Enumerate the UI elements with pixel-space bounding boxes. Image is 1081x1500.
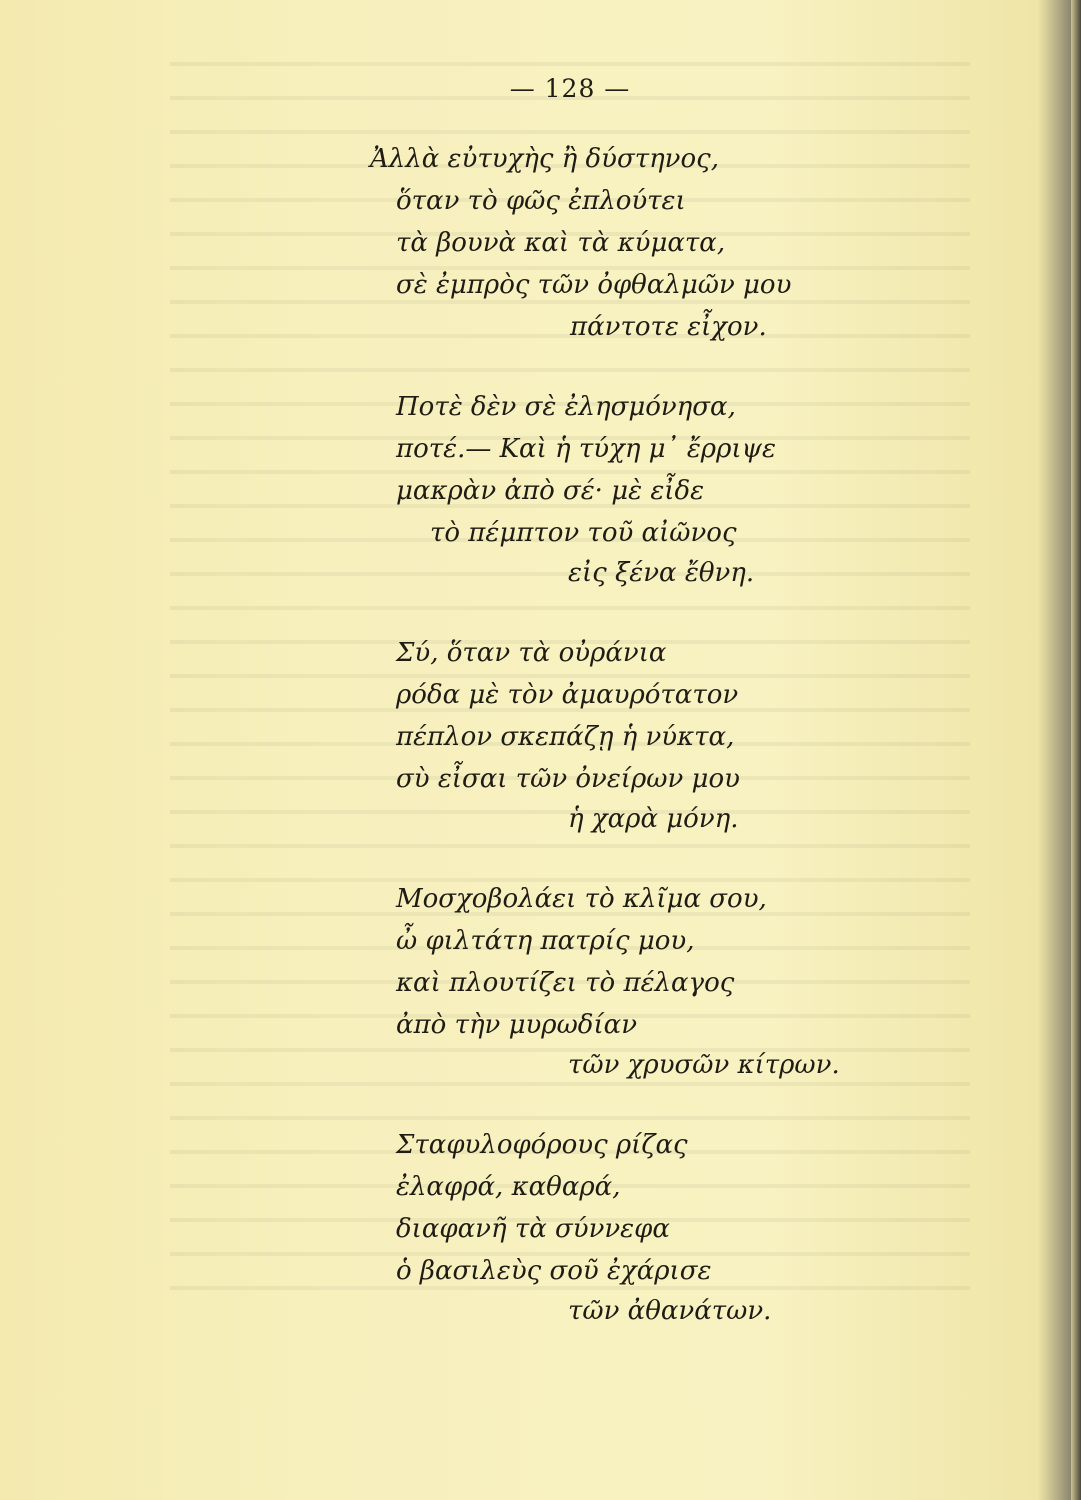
poem-line: σὲ ἐμπρὸς τῶν ὀφθαλμῶν μου — [396, 270, 792, 300]
poem-line: Σύ, ὅταν τὰ οὐράνια — [396, 638, 667, 668]
poem-line: ὦ φιλτάτη πατρίς μου, — [396, 926, 695, 956]
poem-line: ρόδα μὲ τὸν ἀμαυρότατον — [396, 680, 739, 710]
poem-line: ὅταν τὸ φῶς ἐπλούτει — [396, 186, 686, 216]
poem-line: τῶν χρυσῶν κίτρων. — [568, 1050, 840, 1080]
page-edge-shadow — [1071, 0, 1081, 1500]
poem-line: ποτέ.— Καὶ ἡ τύχη μ᾽ ἔρριψε — [396, 434, 776, 464]
poem-line: διαφανῆ τὰ σύννεφα — [396, 1214, 670, 1244]
poem-line: εἰς ξένα ἔθνη. — [568, 558, 755, 588]
poem-line: ὁ βασιλεὺς σοῦ ἐχάρισε — [396, 1256, 712, 1286]
poem-line: Ἀλλὰ εὐτυχὴς ἢ δύστηνος, — [370, 144, 719, 174]
poem-line: ἀπὸ τὴν μυρωδίαν — [396, 1010, 637, 1040]
poem-line: πάντοτε εἶχον. — [570, 312, 767, 342]
poem-line: Σταφυλοφόρους ρίζας — [396, 1130, 688, 1160]
poem-line: ἐλαφρά, καθαρά, — [396, 1172, 621, 1202]
poem-line: Ποτὲ δὲν σὲ ἐλησμόνησα, — [396, 392, 736, 422]
poem-line: ἡ χαρὰ μόνη. — [568, 804, 739, 834]
poem-line: τῶν ἀθανάτων. — [568, 1296, 772, 1326]
poem-line: σὺ εἶσαι τῶν ὀνείρων μου — [396, 764, 740, 794]
poem-line: Μοσχοβολάει τὸ κλῖμα σου, — [396, 884, 767, 914]
poem-line: μακρὰν ἀπὸ σέ· μὲ εἶδε — [396, 476, 705, 506]
page-number: — 128 — — [509, 74, 631, 103]
poem-line: πέπλον σκεπάζῃ ἡ νύκτα, — [396, 722, 735, 752]
poem-line: τὸ πέμπτον τοῦ αἰῶνος — [430, 518, 737, 548]
poem-line: τὰ βουνὰ καὶ τὰ κύματα, — [396, 228, 726, 258]
poem-line: καὶ πλουτίζει τὸ πέλαγος — [396, 968, 735, 998]
